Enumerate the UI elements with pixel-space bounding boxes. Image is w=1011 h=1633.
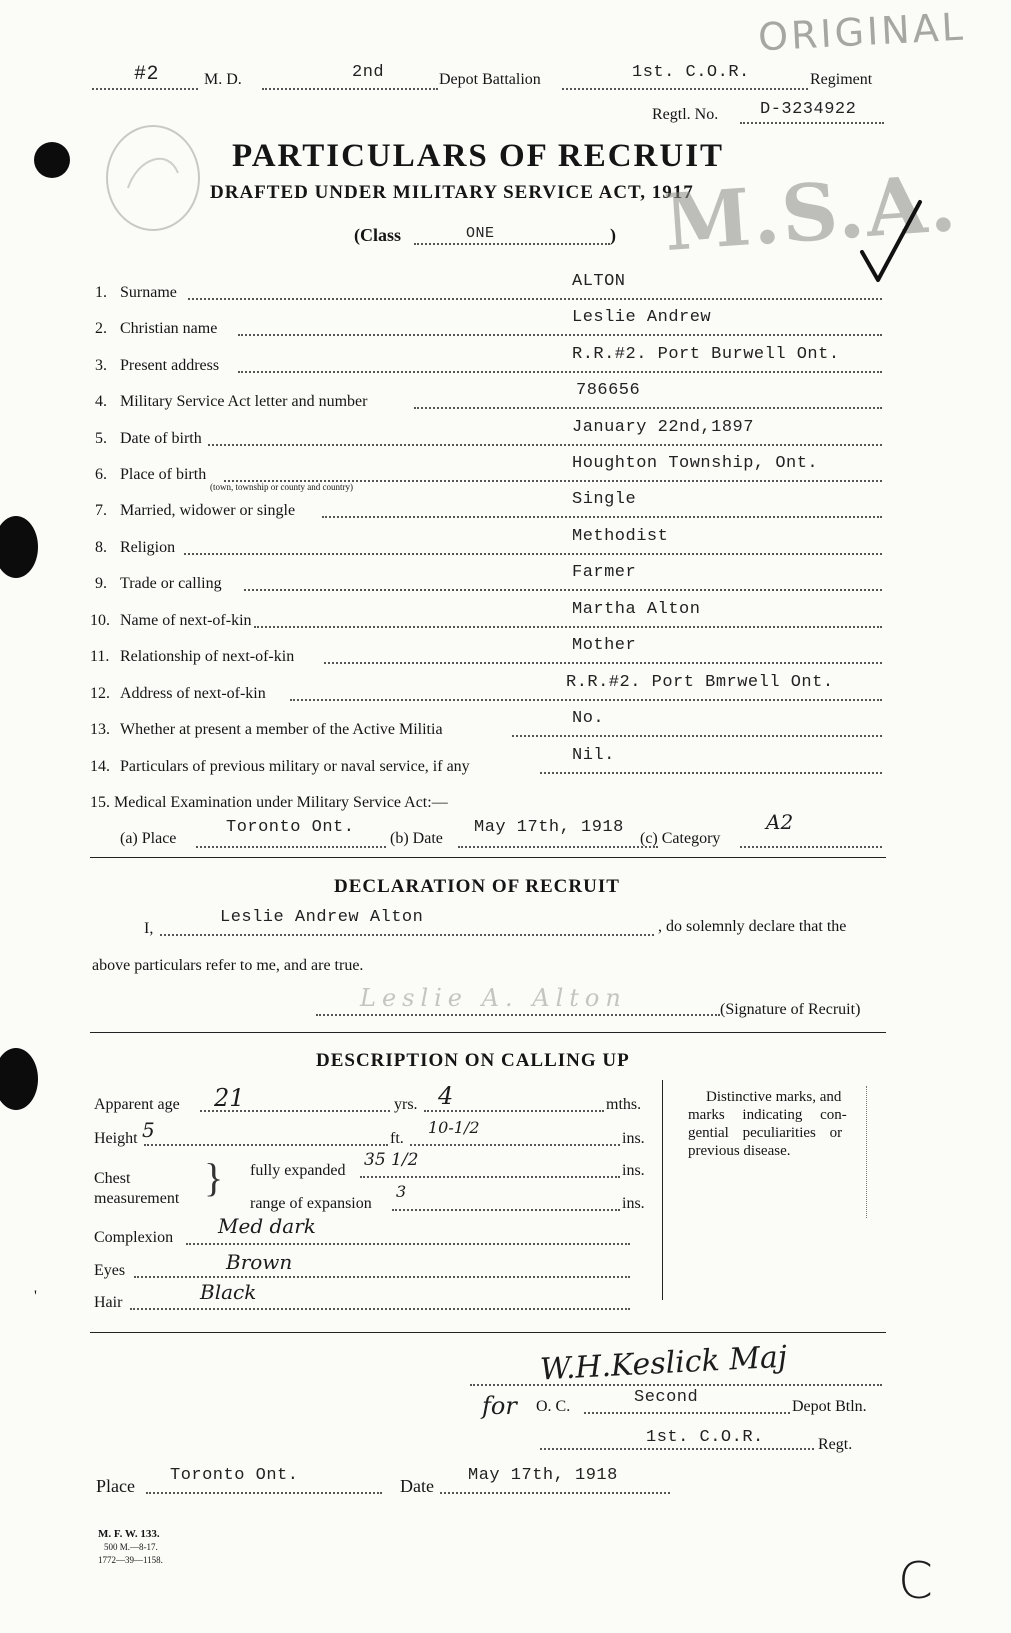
particular-value: R.R.#2. Port Bmrwell Ont. (566, 673, 834, 692)
particular-number: 10. (90, 612, 110, 629)
particular-label: Relationship of next-of-kin (120, 648, 295, 665)
particular-value: Houghton Township, Ont. (572, 454, 819, 473)
range-of-expansion-dotted-line (392, 1209, 620, 1211)
officer-signature: W.H.Keslick Maj (539, 1339, 788, 1388)
medical-place-dotted-line (196, 846, 386, 848)
height-feet-dotted-line (144, 1144, 388, 1146)
months-label: mths. (606, 1096, 642, 1113)
fully-expanded-ins-label: ins. (622, 1162, 645, 1179)
particular-dotted-line (184, 553, 882, 555)
class-label: (Class (354, 225, 402, 245)
officer-regt-label: Regt. (818, 1436, 853, 1453)
distinctive-marks-box-border (866, 1086, 867, 1218)
particular-dotted-line (540, 772, 882, 774)
officer-depot-dotted-line (584, 1412, 790, 1414)
distinctive-marks-line-3: gential peculiarities or (688, 1125, 843, 1141)
particular-number: 7. (95, 502, 107, 519)
distinctive-marks-line-1: Distinctive marks, and (706, 1089, 842, 1105)
age-months-dotted-line (424, 1110, 604, 1112)
original-stamp: ORIGINAL (756, 4, 967, 60)
declaration-text-1: , do solemnly declare that the (658, 918, 847, 935)
footer-place-value: Toronto Ont. (170, 1466, 299, 1485)
particular-label: Address of next-of-kin (120, 685, 266, 702)
particular-value: ALTON (572, 272, 626, 291)
apparent-age-months: 4 (438, 1082, 454, 1110)
corner-mark: C (898, 1552, 933, 1610)
particular-label: Married, widower or single (120, 502, 296, 519)
particular-label: Religion (120, 539, 176, 556)
fully-expanded-value: 35 1/2 (364, 1150, 419, 1170)
fully-expanded-label: fully expanded (250, 1162, 346, 1179)
regiment-dotted-line (562, 88, 808, 90)
particular-dotted-line (244, 589, 882, 591)
particular-dotted-line (512, 735, 882, 737)
particular-dotted-line (188, 298, 882, 300)
apparent-age-label: Apparent age (94, 1096, 180, 1113)
officer-depot-label: Depot Btln. (792, 1398, 867, 1415)
medical-date-value: May 17th, 1918 (474, 818, 624, 837)
declaration-name-dotted-line (160, 934, 654, 936)
range-of-expansion-value: 3 (396, 1182, 407, 1201)
hair-label: Hair (94, 1294, 123, 1311)
particular-label: Christian name (120, 320, 218, 337)
eyes-dotted-line (134, 1276, 630, 1278)
description-heading: DESCRIPTION ON CALLING UP (316, 1050, 630, 1071)
particular-label: Particulars of previous military or naval service, if any (120, 758, 470, 775)
check-mark (856, 196, 926, 286)
punch-hole (0, 516, 38, 578)
md-number-dotted-line (92, 88, 198, 90)
particular-value: R.R.#2. Port Burwell Ont. (572, 345, 840, 364)
distinctive-marks-line-4: previous disease. (688, 1143, 791, 1159)
particular-value: Single (572, 490, 637, 509)
range-of-expansion-label: range of expansion (250, 1195, 372, 1212)
particular-number: 11. (90, 648, 110, 665)
particular-value: Nil. (572, 746, 615, 765)
section-divider (90, 857, 886, 858)
medical-category-value: A2 (766, 810, 794, 834)
particular-value: January 22nd,1897 (572, 418, 754, 437)
eyes-label: Eyes (94, 1262, 126, 1279)
particular-number: 13. (90, 721, 110, 738)
particular-number: 5. (95, 430, 107, 447)
range-ins-label: ins. (622, 1195, 645, 1212)
particular-label: Present address (120, 357, 220, 374)
complexion-value: Med dark (218, 1214, 316, 1238)
punch-hole (34, 142, 70, 178)
particular-number: 14. (90, 758, 110, 775)
particular-number: 4. (95, 393, 107, 410)
msa-stamp: M.S.A. (661, 157, 961, 270)
footer-place-dotted-line (146, 1492, 382, 1494)
declaration-text-2: above particulars refer to me, and are true. (92, 957, 364, 974)
officer-signature-dotted-line (470, 1384, 882, 1386)
regtl-no-label: Regtl. No. (652, 106, 719, 123)
form-subtitle: DRAFTED UNDER MILITARY SERVICE ACT, 1917 (210, 182, 694, 203)
particular-value: Martha Alton (572, 600, 701, 619)
regtl-no-dotted-line (740, 122, 884, 124)
particular-label: Whether at present a member of the Active Militia (120, 721, 443, 738)
officer-regt-value: 1st. C.O.R. (646, 1428, 764, 1447)
hair-value: Black (200, 1280, 257, 1304)
punch-hole (0, 1048, 38, 1110)
recruit-signature: Leslie A. Alton (360, 984, 627, 1012)
height-inches: 10-1/2 (428, 1118, 480, 1137)
officer-depot-value: Second (634, 1388, 699, 1407)
particular-dotted-line (238, 334, 882, 336)
particular-dotted-line (238, 371, 882, 373)
md-number: #2 (134, 63, 160, 86)
section-divider (90, 1032, 886, 1033)
medical-category-dotted-line (740, 846, 882, 848)
feet-label: ft. (390, 1130, 404, 1147)
particular-label: Military Service Act letter and number (120, 393, 368, 410)
chest-label-line-1: Chest (94, 1170, 131, 1187)
footer-date-value: May 17th, 1918 (468, 1466, 618, 1485)
depot-value: 2nd (352, 63, 385, 82)
footer-place-label: Place (96, 1476, 135, 1496)
height-feet: 5 (142, 1118, 155, 1142)
declaration-i-label: I, (144, 920, 154, 937)
footer-date-dotted-line (440, 1492, 670, 1494)
particular-value: Leslie Andrew (572, 308, 712, 327)
particular-label: Trade or calling (120, 575, 222, 592)
class-dotted-line (414, 243, 610, 245)
medical-date-dotted-line (458, 846, 658, 848)
declaration-name: Leslie Andrew Alton (220, 908, 424, 927)
recruit-signature-label: (Signature of Recruit) (720, 1001, 861, 1018)
form-number-line-2: 500 M.—8-17. (104, 1542, 158, 1552)
regiment-value: 1st. C.O.R. (632, 63, 750, 82)
class-value: ONE (466, 225, 495, 242)
declaration-heading: DECLARATION OF RECRUIT (334, 876, 620, 897)
chest-brace: } (204, 1155, 224, 1200)
particular-number: 9. (95, 575, 107, 592)
officer-regt-dotted-line (540, 1448, 814, 1450)
medical-date-label: (b) Date (390, 830, 443, 847)
particular-dotted-line (208, 444, 882, 446)
margin-tick: ' (34, 1288, 37, 1305)
particular-dotted-line (414, 407, 882, 409)
place-of-birth-note: (town, township or county and country) (210, 482, 353, 492)
depot-label: Depot Battalion (439, 71, 541, 88)
eyes-value: Brown (226, 1250, 293, 1274)
particular-number: 2. (95, 320, 107, 337)
particular-label: Surname (120, 284, 177, 301)
footer-date-label: Date (400, 1476, 434, 1496)
complexion-dotted-line (186, 1243, 630, 1245)
particular-number: 12. (90, 685, 110, 702)
particular-label: Date of birth (120, 430, 202, 447)
form-number-line-1: M. F. W. 133. (98, 1528, 160, 1540)
medical-place-label: (a) Place (120, 830, 177, 847)
md-label: M. D. (204, 71, 242, 88)
officer-initial: for (482, 1392, 517, 1420)
class-close-paren: ) (610, 225, 616, 245)
particular-number: 3. (95, 357, 107, 374)
fully-expanded-dotted-line (360, 1176, 620, 1178)
distinctive-marks-line-2: marks indicating con- (688, 1107, 847, 1123)
height-inches-dotted-line (410, 1144, 620, 1146)
particular-value: Methodist (572, 527, 669, 546)
form-title: PARTICULARS OF RECRUIT (232, 138, 725, 174)
particular-number: 6. (95, 466, 107, 483)
form-number-line-3: 1772—39—1158. (98, 1555, 163, 1565)
particular-label: Place of birth (120, 466, 207, 483)
medical-exam-label: 15. Medical Examination under Military Service Act:— (90, 794, 448, 811)
particular-number: 8. (95, 539, 107, 556)
chest-label-line-2: measurement (94, 1190, 180, 1207)
particular-value: No. (572, 709, 605, 728)
oc-label: O. C. (536, 1398, 571, 1415)
particular-dotted-line (322, 516, 882, 518)
recruit-signature-dotted-line (316, 1014, 720, 1016)
particular-number: 1. (95, 284, 107, 301)
medical-place-value: Toronto Ont. (226, 818, 355, 837)
particular-label: Name of next-of-kin (120, 612, 252, 629)
complexion-label: Complexion (94, 1229, 174, 1246)
particular-dotted-line (254, 626, 882, 628)
regtl-no-value: D-3234922 (760, 100, 857, 119)
particular-dotted-line (290, 699, 882, 701)
apparent-age-years: 21 (214, 1084, 245, 1112)
regiment-label: Regiment (810, 71, 873, 88)
faint-stamp-mark (98, 118, 208, 238)
years-label: yrs. (394, 1096, 418, 1113)
particular-value: 786656 (576, 381, 641, 400)
particular-value: Mother (572, 636, 637, 655)
inches-label: ins. (622, 1130, 645, 1147)
particular-dotted-line (324, 662, 882, 664)
height-label: Height (94, 1130, 138, 1147)
hair-dotted-line (130, 1308, 630, 1310)
depot-dotted-line (262, 88, 438, 90)
medical-category-label: (c) Category (640, 830, 721, 847)
description-box-divider (662, 1080, 663, 1300)
particular-value: Farmer (572, 563, 637, 582)
section-divider (90, 1332, 886, 1333)
